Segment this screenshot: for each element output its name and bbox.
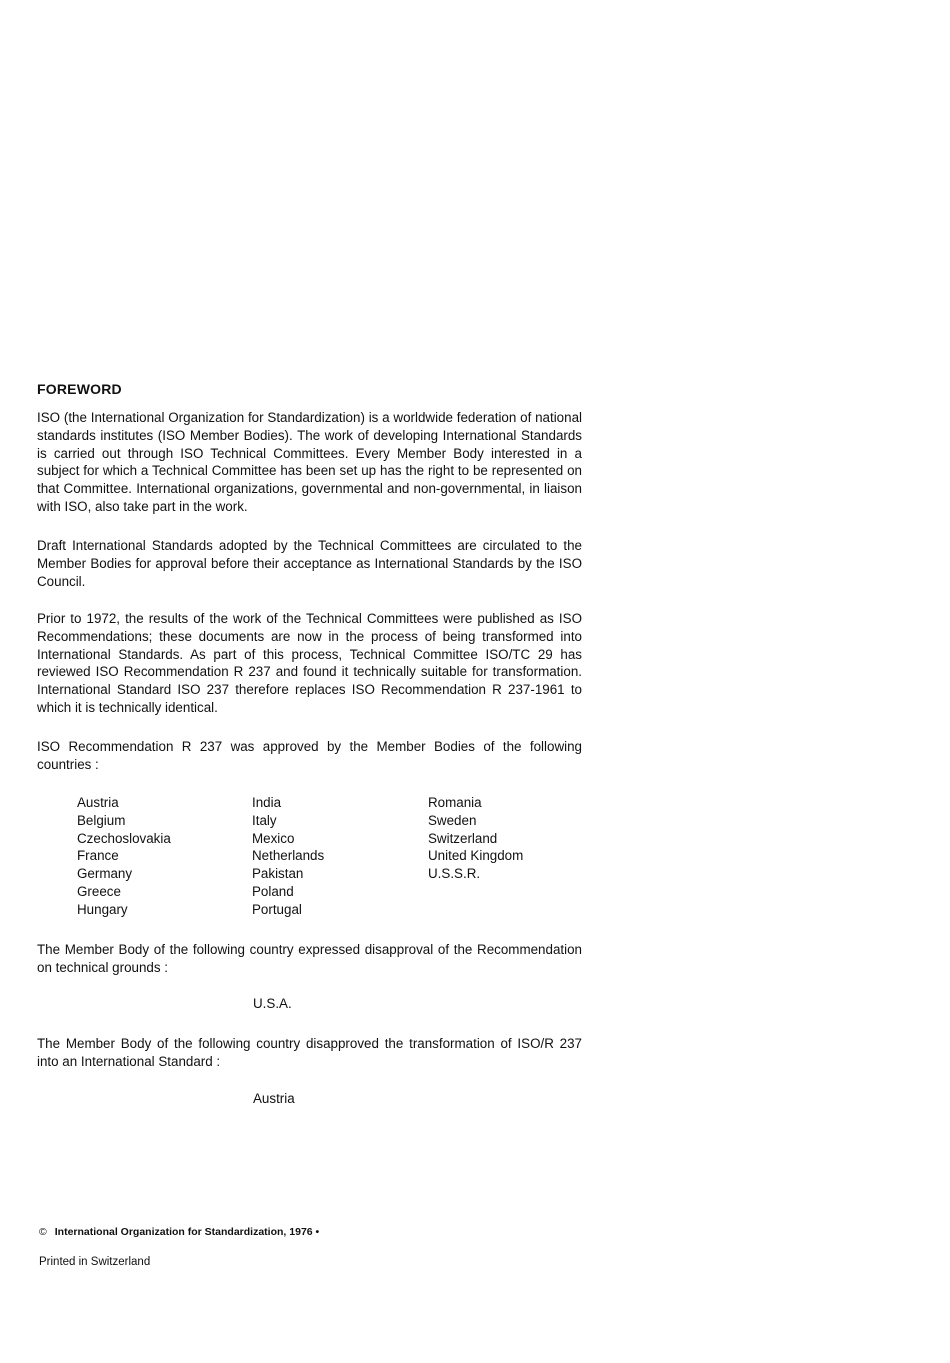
country-item: Austria (77, 795, 119, 810)
country-item: Portugal (252, 901, 302, 917)
country-item: Greece (77, 883, 121, 899)
paragraph-iso-intro: ISO (the International Organization for Standardization) is a worldwide federation of national standards institutes (ISO Member Bodies). The work of developing International Standards is carried out through ISO Technical Committees. Every Member Body interested in a subject for which a Technical Committee has been set up has the right to be represented on that Committee. International organizations, governmental and non-governmental, in liaison with ISO, also take part in the work. (37, 410, 582, 514)
country-item: France (77, 848, 119, 864)
paragraph-transformation: Prior to 1972, the results of the work of the Technical Committees were published as ISO Recommendations; these documents are now in the process of being transformed into International Standards. As part of this process, Technical Committee ISO/TC 29 has reviewed ISO Recommendation R 237 and found it technically suitable for transformation. International Standard ISO 237 therefore replaces ISO Recommendation R 237-1961 to which it is technically identical. (37, 611, 582, 715)
country-item: Romania (428, 795, 482, 810)
country-item: U.S.S.R. (428, 866, 481, 882)
country-list-column-2 (252, 794, 324, 919)
country-item: Germany (77, 866, 133, 882)
country-list-column-3 (428, 794, 523, 883)
copyright-text: International Organization for Standardization, 1976 • (54, 1226, 320, 1238)
country-item: Sweden (428, 812, 477, 828)
country-item: Poland (252, 883, 294, 899)
country-item: India (252, 795, 282, 810)
country-item: Mexico (252, 830, 295, 846)
country-item: Pakistan (252, 866, 304, 882)
copyright-icon: © (39, 1226, 47, 1238)
paragraph-draft-standards: Draft International Standards adopted by the Technical Committees are circulated to the Member Bodies for approval before their acceptance as International Standards by the ISO Council. (37, 538, 582, 589)
copyright-notice (39, 1226, 319, 1238)
disapproving-country-recommendation: U.S.A. (253, 996, 292, 1011)
foreword-heading: FOREWORD (37, 381, 122, 397)
country-item: Belgium (77, 812, 126, 828)
country-item: United Kingdom (428, 848, 524, 864)
disapproving-country-transformation: Austria (253, 1091, 295, 1106)
country-item: Czechoslovakia (77, 830, 171, 846)
country-item: Netherlands (252, 848, 325, 864)
paragraph-disapproval-transformation: The Member Body of the following country disapproved the transformation of ISO/R 237 into an International Standard : (37, 1036, 582, 1069)
printed-in-notice: Printed in Switzerland (39, 1256, 151, 1268)
paragraph-approval: ISO Recommendation R 237 was approved by the Member Bodies of the following countries : (37, 739, 582, 772)
country-item: Hungary (77, 901, 128, 917)
country-item: Italy (252, 812, 277, 828)
country-list-column-1 (77, 794, 171, 919)
paragraph-disapproval-recommendation: The Member Body of the following country expressed disapproval of the Recommendation on technical grounds : (37, 942, 582, 975)
country-item: Switzerland (428, 830, 498, 846)
